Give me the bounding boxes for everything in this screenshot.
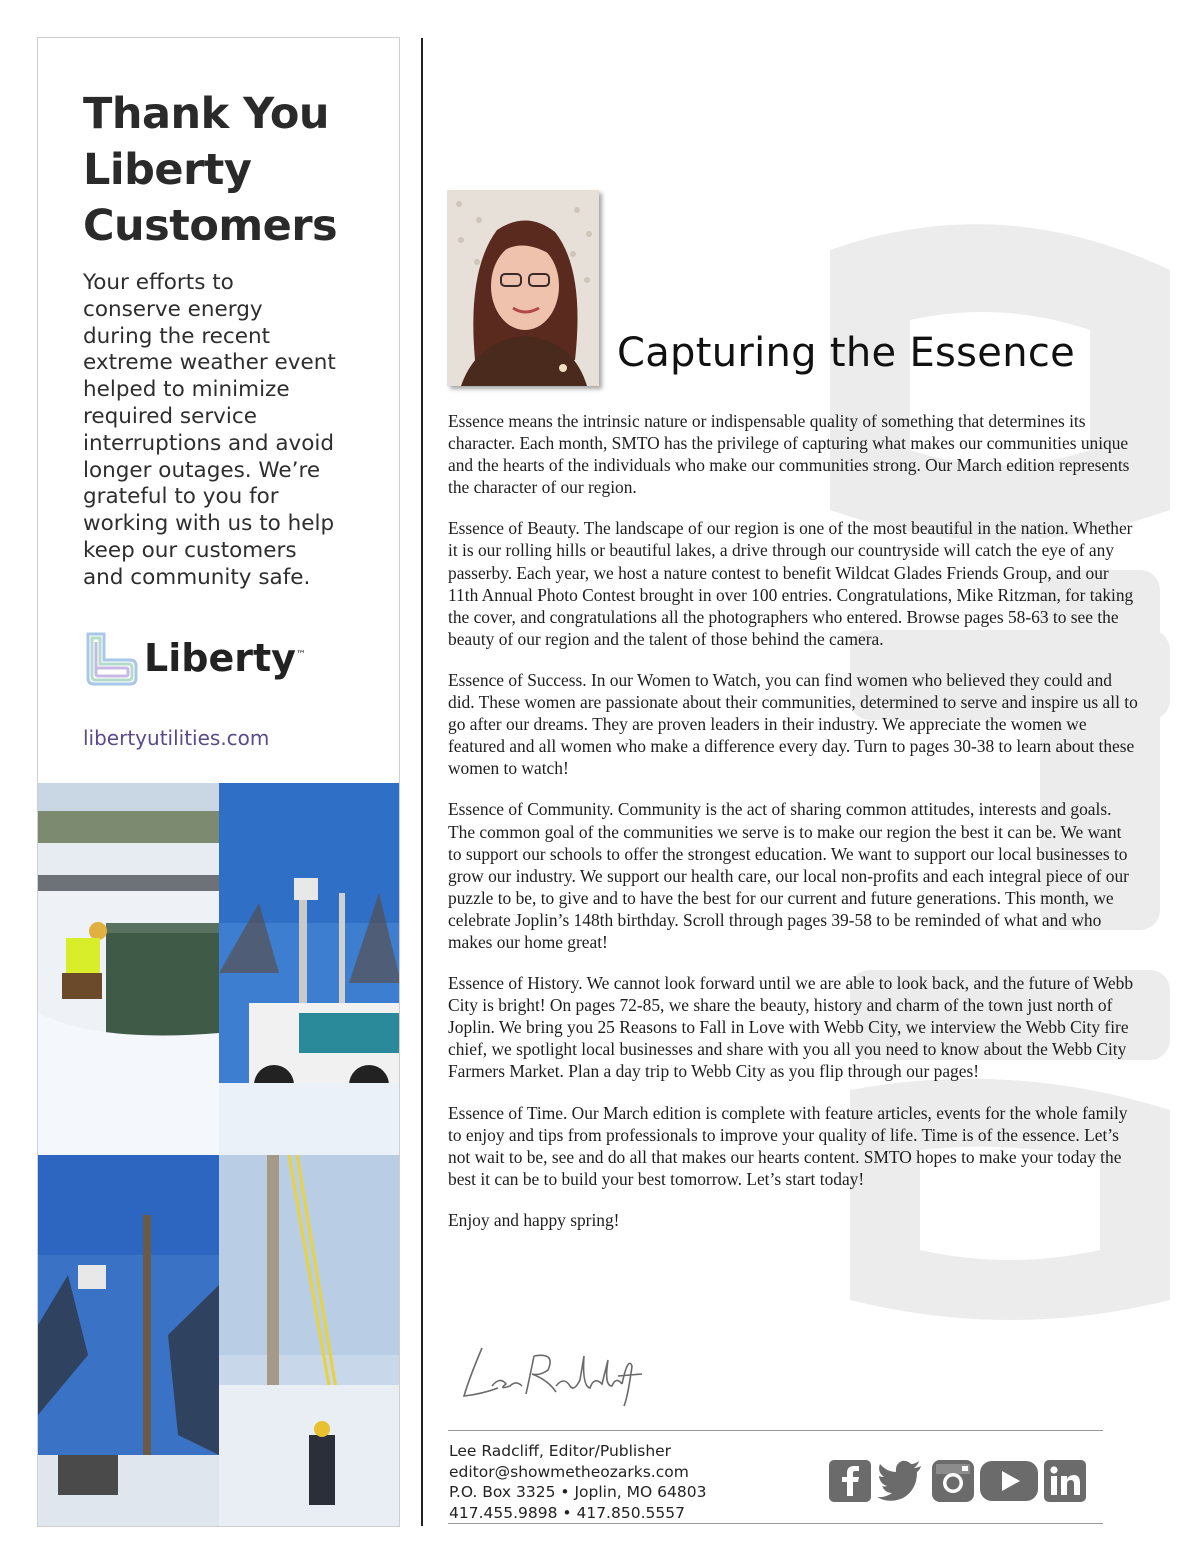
- ad-photo-collage: [38, 783, 400, 1527]
- ad-url[interactable]: libertyutilities.com: [83, 726, 270, 750]
- photo-bucket-truck: [219, 783, 400, 1155]
- contact-top-rule: [448, 1430, 1103, 1431]
- ad-body-line: longer outages. We’re: [83, 457, 321, 483]
- contact-phone: 417.455.9898 • 417.850.5557: [449, 1503, 685, 1522]
- editor-letter: [448, 410, 1138, 1250]
- instagram-icon[interactable]: [932, 1460, 974, 1502]
- photo-worker-utility-box: [38, 783, 219, 1155]
- ad-body-text: [83, 270, 383, 592]
- letter-paragraph: Essence of Community. Community is the act of sharing common attitudes, interests and goals. The common goal of the communities we serve is to make our region the best it can be. We want to support our schools to offer the strongest education. We want to support our local businesses to grow our industry. We support our health care, our local non-profits and each integral piece of our puzzle to be, to give and to have the best for our current and future generations. This month, we celebrate Joplin’s 148th birthday. Scroll through pages 39-58 to be reminded of what and who makes our home great!: [448, 799, 1129, 952]
- ad-body-line: during the recent: [83, 323, 271, 349]
- editor-signature: [452, 1336, 652, 1412]
- ad-body-line: conserve energy: [83, 296, 263, 322]
- ad-body-line: and community safe.: [83, 564, 311, 590]
- ad-body-line: helped to minimize: [83, 377, 290, 403]
- twitter-icon[interactable]: [877, 1460, 923, 1502]
- ad-body-line: Your efforts to: [83, 270, 234, 295]
- ad-headline-line: Thank You: [83, 89, 329, 139]
- liberty-logo: [82, 630, 342, 692]
- photo-lineman-bucket: [38, 1155, 219, 1527]
- facebook-icon[interactable]: [829, 1460, 871, 1502]
- contact-info: [449, 1441, 706, 1523]
- contact-address: P.O. Box 3325 • Joplin, MO 64803: [449, 1483, 707, 1501]
- youtube-icon[interactable]: [980, 1460, 1038, 1502]
- ad-headline: [83, 86, 383, 254]
- ad-headline-line: Customers: [83, 201, 338, 251]
- liberty-logo-text: Liberty™: [144, 636, 306, 680]
- linkedin-icon[interactable]: [1044, 1460, 1086, 1502]
- ad-body-line: extreme weather event: [83, 350, 336, 376]
- ad-body-line: working with us to help: [83, 511, 335, 537]
- ad-body-line: keep our customers: [83, 537, 297, 563]
- letter-paragraph: Essence of Time. Our March edition is complete with feature articles, events for the whole family to enjoy and tips from professionals to improve your quality of life. Time is of the essence. Let’s not wait to be, see and do all that makes our hearts content. SMTO hopes to make your today the best it can be to build your best tomorrow. Let’s start today!: [448, 1102, 1128, 1189]
- contact-bottom-rule: [448, 1523, 1103, 1524]
- letter-paragraph: Essence of Success. In our Women to Watch, you can find women who believed they could and did. These women are passionate about their communities, determined to serve and inspire us all to go after our dreams. They are proven leaders in their industry. We appreciate the women we featured and all women who make a difference every day. Turn to pages 30-38 to learn about these women to watch!: [448, 669, 1138, 779]
- contact-name: Lee Radcliff, Editor/Publisher: [449, 1442, 672, 1460]
- liberty-advertisement: [37, 37, 400, 1527]
- letter-paragraph: Essence of History. We cannot look forward until we are able to look back, and the future of Webb City is bright! On pages 72-85, we share the beauty, history and charm of the town just north of Joplin. We bring you 25 Reasons to Fall in Love with Webb City, we interview the Webb City fire chief, we spotlight local businesses and share with you all you need to know about the Webb City Farmers Market. Plan a day trip to Webb City as you flip through our pages!: [448, 973, 1134, 1082]
- editor-portrait: [447, 190, 599, 386]
- ad-body-line: required service: [83, 403, 257, 429]
- column-divider: [421, 38, 423, 1526]
- letter-title: Capturing the Essence: [617, 330, 1076, 376]
- photo-lineman-hotstick: [219, 1155, 400, 1527]
- ad-headline-line: Liberty: [83, 145, 252, 195]
- letter-paragraph: Essence means the intrinsic nature or indispensable quality of something that determines its character. Each month, SMTO has the privilege of capturing what makes our communities unique and the hearts of the individuals who make our communities strong. Our March edition represents the character of our region.: [448, 411, 1130, 498]
- ad-body-line: interruptions and avoid: [83, 430, 335, 456]
- contact-email[interactable]: editor@showmetheozarks.com: [449, 1462, 689, 1481]
- ad-body-line: grateful to you for: [83, 484, 279, 510]
- letter-paragraph: Enjoy and happy spring!: [448, 1209, 620, 1230]
- letter-paragraph: Essence of Beauty. The landscape of our region is one of the most beautiful in the nation. Whether it is our rolling hills or beautiful lakes, a drive through our countryside will catch the eye of any passerby. Each year, we host a nature contest to benefit Wildcat Glades Friends Group, and our 11th Annual Photo Contest brought in over 100 entries. Congratulations, Mike Ritzman, for taking the cover, and congratulations all the photographers who entered. Browse pages 58-63 to see the beauty of our region and the talent of those behind the camera.: [448, 518, 1134, 649]
- liberty-logo-icon: [82, 630, 140, 688]
